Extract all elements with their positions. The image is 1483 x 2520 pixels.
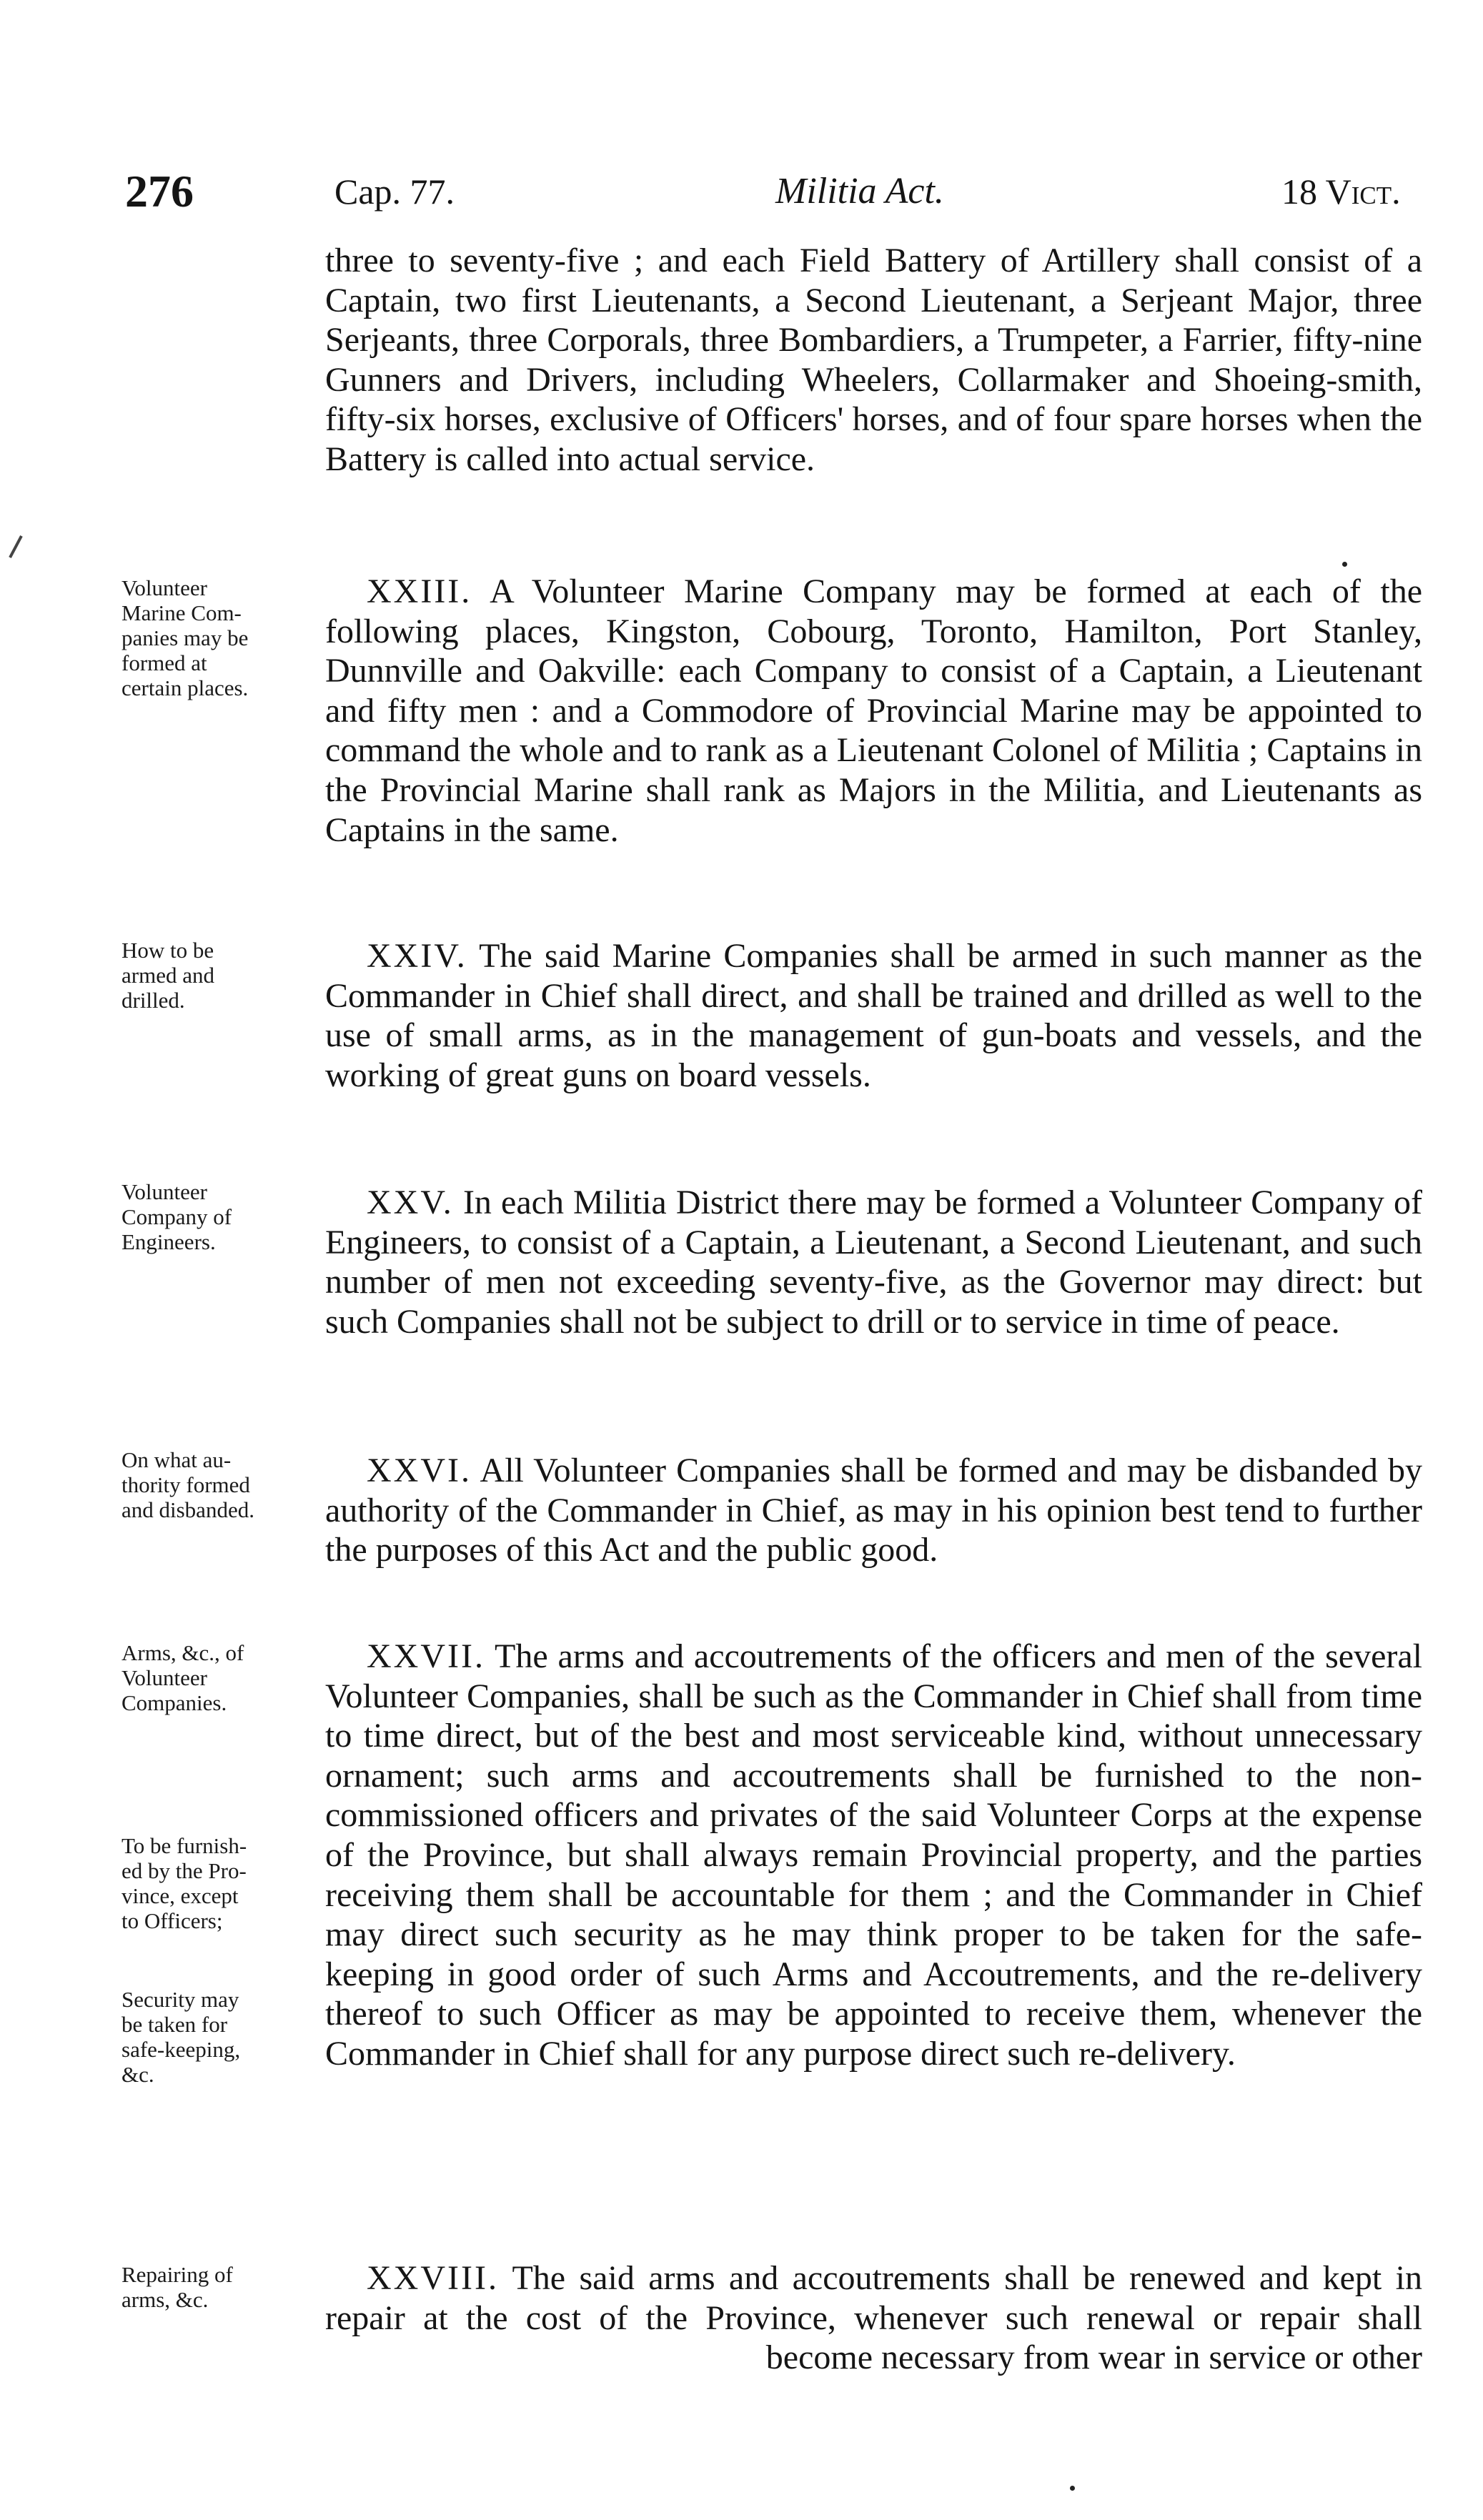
margin-note-line: drilled. <box>121 988 185 1013</box>
margin-note <box>121 1833 325 1933</box>
margin-note <box>121 575 325 700</box>
stray-mark <box>9 535 22 558</box>
margin-note-line: Volunteer <box>121 575 207 600</box>
paragraph-text: three to seventy-five ; and each Field Battery of Artillery shall consist of a Captain, two first Lieutenants, a Second Lieutenant, a Serjeant Major, three Serjeants, three Corporals, three Bombardiers, a Trumpeter, a Farrier, fifty-nine Gunners and Drivers, including Wheelers, Collarmaker and Shoeing-smith, fifty-six horses, exclusive of Officers' horses, and of four spare horses when the Battery is called into actual service. <box>325 242 1422 478</box>
page-number: 276 <box>125 166 194 217</box>
margin-note-line: How to be <box>121 938 214 963</box>
margin-note-line: be taken for <box>121 2012 228 2037</box>
margin-note <box>121 1447 325 1522</box>
regnal-year: 18 Vict. <box>1281 172 1401 212</box>
section-numeral: XXV. <box>367 1184 454 1221</box>
section-numeral: XXIV. <box>367 937 467 975</box>
margin-note-line: vince, except <box>121 1883 239 1908</box>
margin-note-line: formed at <box>121 650 207 675</box>
section-xxvi <box>325 1451 1422 1570</box>
section-text: The arms and accoutrements of the officers and men of the several Volunteer Companies, shall be such as the Commander in Chief shall from time to time direct, but of the best and most serviceable kind, without unnecessary ornament; such arms and accoutrements shall be furnished to the non-commissioned officers and privates of the said Volunteer Corps at the expense of the Province, but shall always remain Provincial property, and the parties receiving them shall be accountable for them ; and the Commander in Chief may direct such security as he may think proper to be taken for the safe-keeping in good order of such Arms and Accoutrements, and the re-delivery thereof to such Officer as may be appointed to receive them, whenever the Commander in Chief shall for any purpose direct such re-delivery. <box>325 1637 1423 2073</box>
margin-note-line: to Officers; <box>121 1908 223 1933</box>
section-text: The said arms and accoutrements shall be renewed and kept in repair at the cost of the Province, whenever such renewal or repair shall become necessary from wear in service or other <box>325 2259 1422 2377</box>
margin-note-line: Companies. <box>121 1690 227 1715</box>
margin-note-line: Repairing of <box>121 2262 233 2287</box>
margin-note-line: ed by the Pro- <box>121 1858 247 1883</box>
margin-note <box>121 1987 325 2087</box>
margin-note-line: Volunteer <box>121 1179 207 1204</box>
section-text: The said Marine Companies shall be armed in such manner as the Commander in Chief shall direct, and shall be trained and drilled as well to the use of small arms, as in the management of gun-boats and vessels, and the working of great guns on board vessels. <box>325 937 1423 1094</box>
running-title: Militia Act. <box>775 171 944 212</box>
margin-note-line: Company of <box>121 1204 232 1229</box>
margin-note-line: arms, &c. <box>121 2287 209 2312</box>
margin-note-line: Marine Com- <box>121 600 242 625</box>
section-xxiv <box>325 936 1422 1095</box>
margin-note-line: Volunteer <box>121 1665 207 1690</box>
section-numeral: XXIII. <box>367 572 472 610</box>
section-xxv <box>325 1183 1422 1341</box>
section-text: All Volunteer Companies shall be formed and may be disbanded by authority of the Commander in Chief, as may in his opinion best tend to further the purposes of this Act and the public good. <box>325 1452 1422 1569</box>
margin-note <box>121 2262 325 2312</box>
margin-note-line: &c. <box>121 2062 154 2087</box>
stray-dot <box>1070 2486 1075 2491</box>
paragraph-continuation <box>325 241 1422 480</box>
section-text: A Volunteer Marine Company may be formed at each of the following places, Kingston, Cobourg, Toronto, Hamilton, Port Stanley, Dunnville and Oakville: each Company to consist of a Captain, a Lieutenant and fifty men : and a Commodore of Provincial Marine may be appointed to command the whole and to rank as a Lieutenant Colonel of Militia ; Captains in the Provincial Marine shall rank as Majors in the Militia, and Lieutenants as Captains in the same. <box>325 572 1423 849</box>
section-xxviii <box>325 2258 1422 2378</box>
margin-note-line: thority formed <box>121 1472 250 1497</box>
section-numeral: XXVIII. <box>367 2259 499 2297</box>
section-text: In each Militia District there may be formed a Volunteer Company of Engineers, to consist of a Captain, a Lieutenant, a Second Lieutenant, and such number of men not exceeding seventy-five, as the Governor may direct: but such Companies shall not be subject to drill or to service in time of peace. <box>325 1184 1423 1341</box>
margin-note-line: panies may be <box>121 625 249 650</box>
margin-note <box>121 938 325 1013</box>
margin-note-line: Engineers. <box>121 1229 216 1254</box>
margin-note-line: On what au- <box>121 1447 232 1472</box>
margin-note <box>121 1640 325 1715</box>
margin-note-line: Arms, &c., of <box>121 1640 244 1665</box>
stray-dot <box>1342 562 1347 567</box>
chapter-label: Cap. 77. <box>334 172 455 212</box>
section-xxvii <box>325 1637 1422 2074</box>
section-numeral: XXVII. <box>367 1637 485 1675</box>
section-numeral: XXVI. <box>367 1452 472 1489</box>
margin-note-line: To be furnish- <box>121 1833 247 1858</box>
section-xxiii <box>325 572 1422 850</box>
margin-note-line: Security may <box>121 1987 239 2012</box>
margin-note-line: armed and <box>121 963 214 988</box>
margin-note-line: and disbanded. <box>121 1497 254 1522</box>
margin-note-line: safe-keeping, <box>121 2037 241 2062</box>
margin-note <box>121 1179 325 1254</box>
margin-note-line: certain places. <box>121 675 249 700</box>
